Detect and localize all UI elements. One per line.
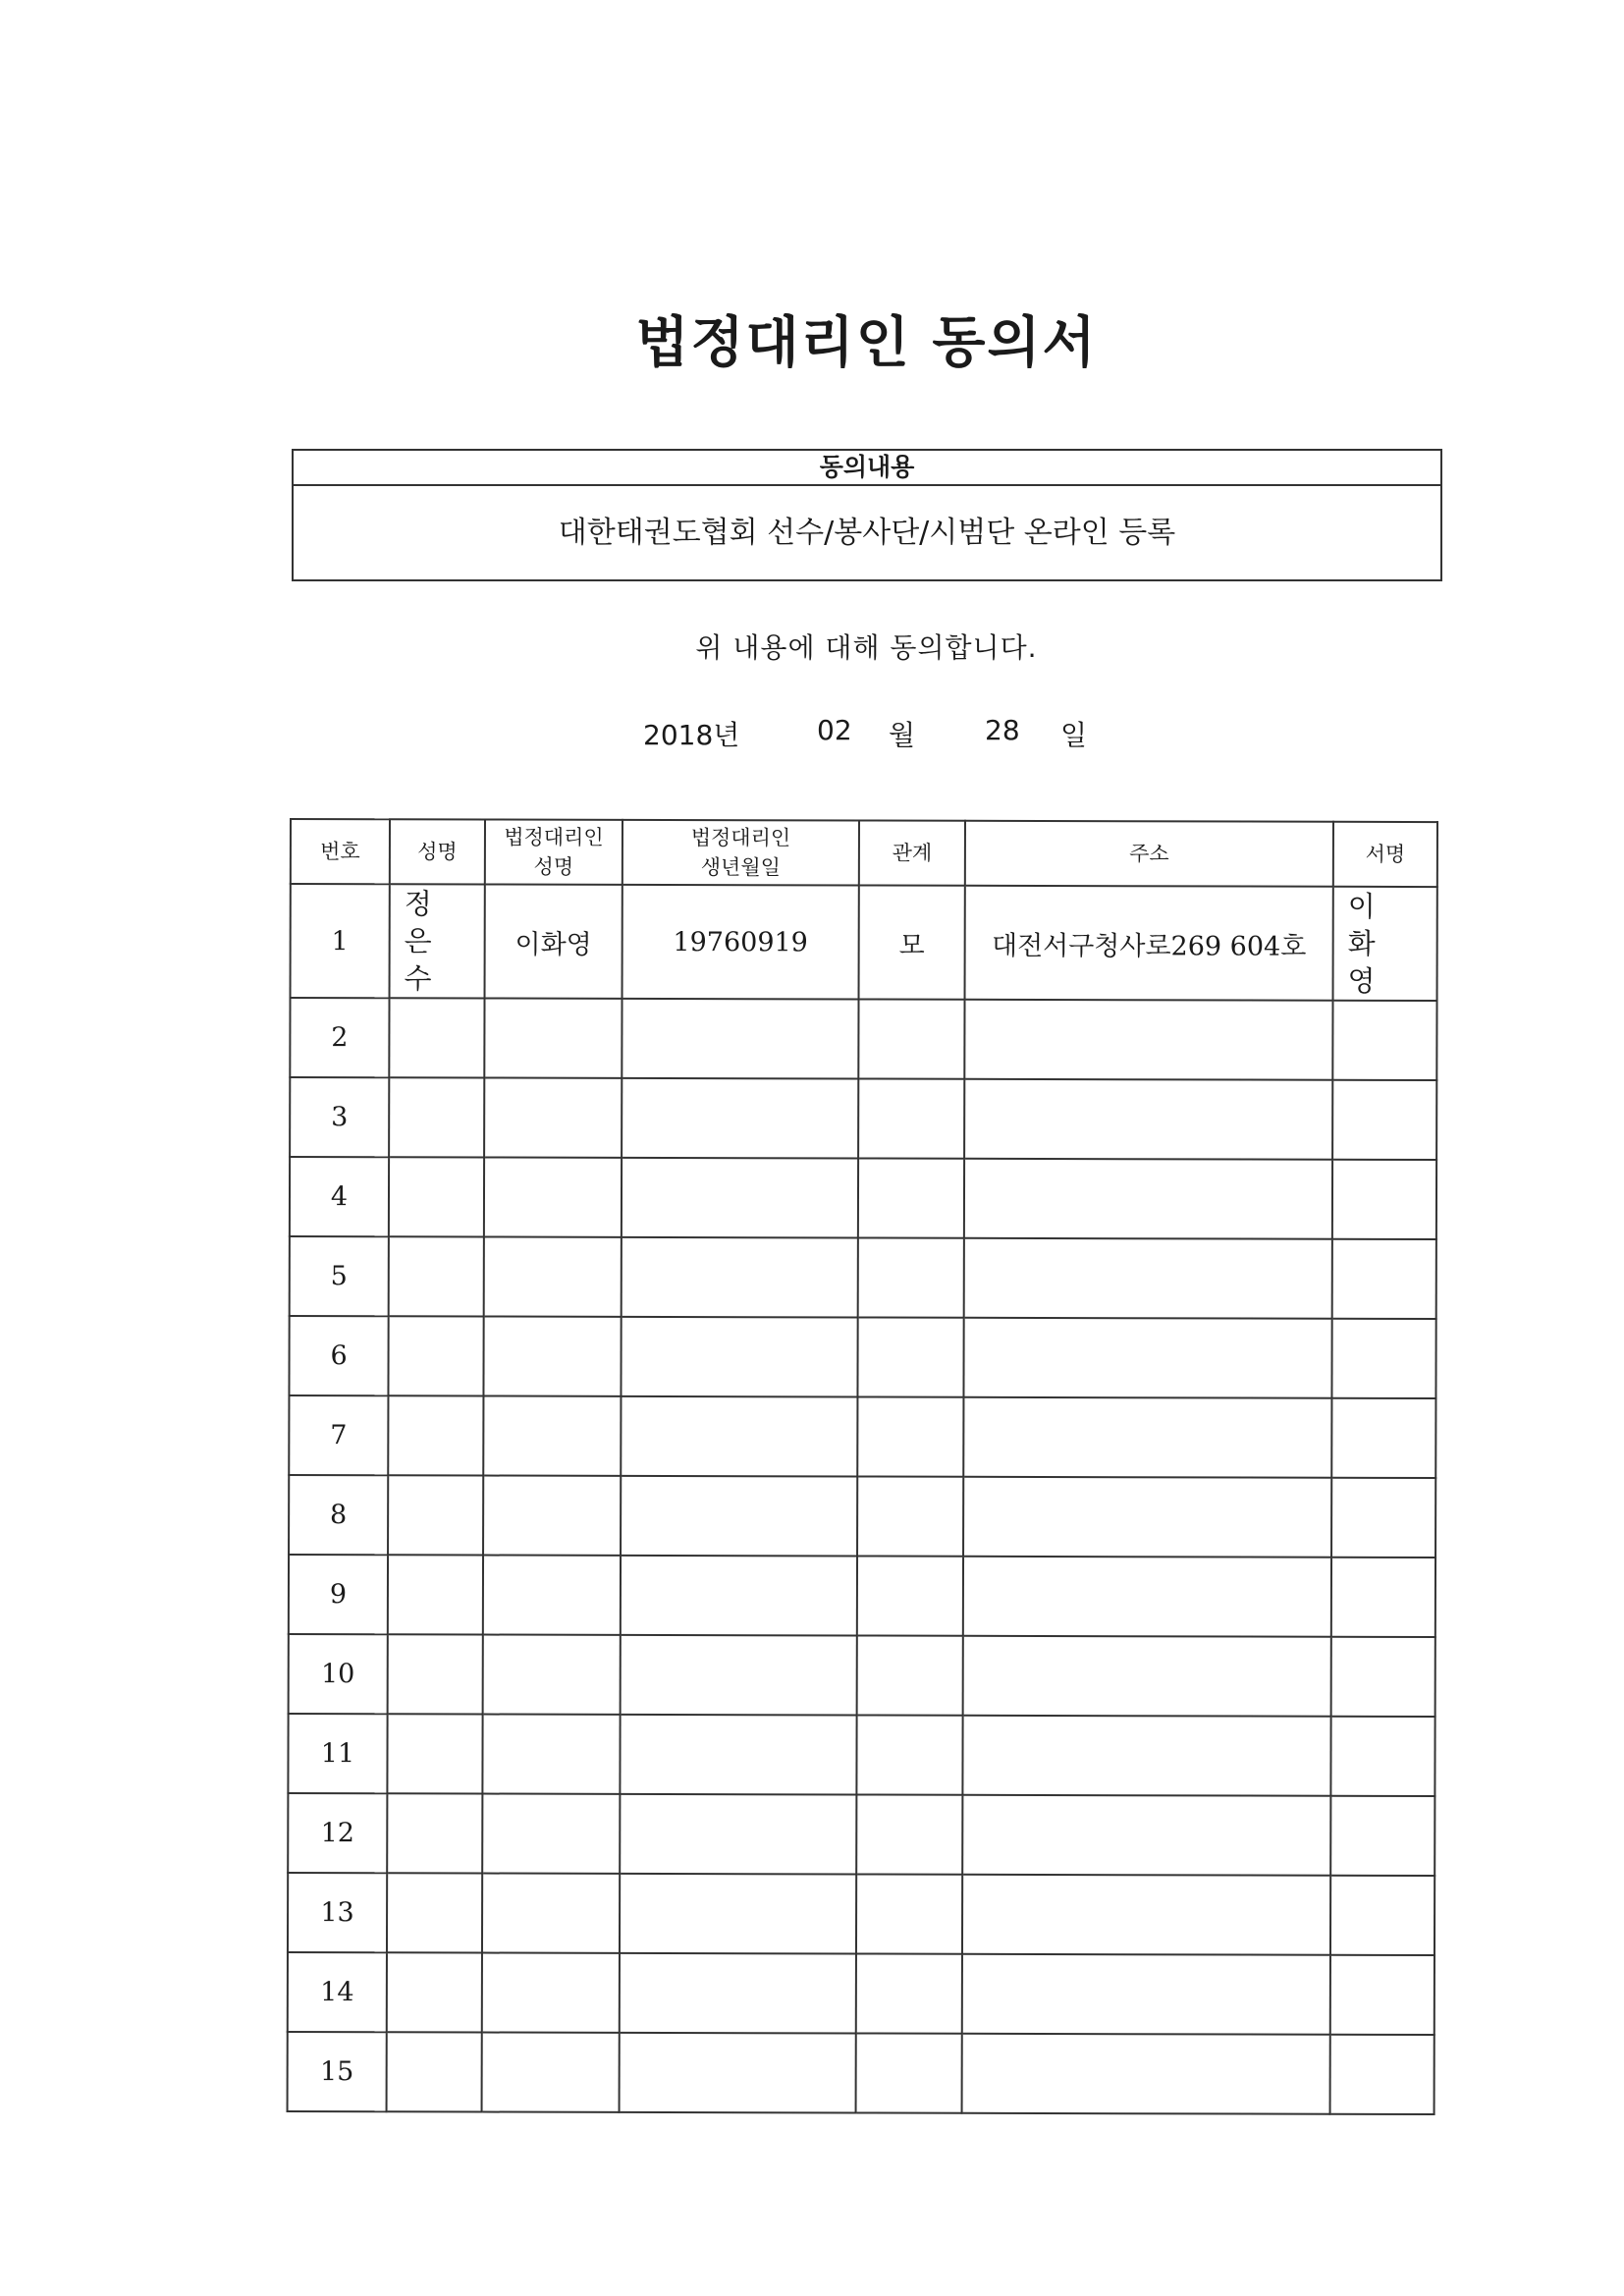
header-guardian-name-line2: 성명 bbox=[533, 854, 574, 879]
cell-address bbox=[963, 1557, 1331, 1637]
cell-relation bbox=[857, 1557, 963, 1636]
cell-guardian-name bbox=[482, 1874, 620, 1953]
cell-guardian-name bbox=[483, 1396, 621, 1476]
cell-name-line2: 수 bbox=[404, 961, 446, 996]
cell-address bbox=[962, 1716, 1330, 1796]
cell-guardian-birth bbox=[621, 1635, 857, 1716]
cell-signature bbox=[1330, 1955, 1435, 2035]
cell-guardian-name bbox=[483, 1476, 621, 1556]
cell-relation bbox=[857, 1318, 963, 1397]
date-day-unit: 일 bbox=[1060, 719, 1088, 751]
cell-name bbox=[388, 1475, 483, 1555]
table-row bbox=[291, 884, 1437, 1001]
cell-name bbox=[388, 1395, 483, 1475]
cell-no: 4 bbox=[290, 1157, 389, 1236]
header-address: 주소 bbox=[965, 821, 1333, 887]
header-no: 번호 bbox=[291, 819, 390, 884]
cell-relation bbox=[858, 1000, 964, 1079]
cell-guardian-name bbox=[482, 1794, 620, 1874]
cell-name bbox=[389, 1236, 484, 1316]
cell-signature bbox=[1331, 1398, 1435, 1478]
cell-guardian-birth bbox=[621, 1556, 857, 1636]
header-relation: 관계 bbox=[859, 821, 965, 886]
cell-guardian-birth bbox=[620, 1794, 856, 1875]
cell-guardian-birth bbox=[622, 999, 858, 1079]
cell-name bbox=[388, 1634, 483, 1714]
cell-guardian-birth bbox=[620, 1715, 856, 1795]
header-guardian-name bbox=[485, 820, 623, 885]
cell-address bbox=[962, 2034, 1330, 2114]
cell-name bbox=[389, 998, 484, 1077]
table-row bbox=[290, 1077, 1436, 1160]
cell-signature bbox=[1333, 887, 1437, 1001]
cell-address bbox=[964, 1238, 1332, 1319]
cell-address bbox=[963, 1477, 1331, 1558]
cell-address bbox=[963, 1636, 1331, 1717]
table-header-row bbox=[291, 819, 1437, 887]
cell-guardian-birth bbox=[621, 1476, 857, 1557]
cell-guardian-birth: 19760919 bbox=[623, 885, 859, 1000]
table-row bbox=[288, 1714, 1435, 1796]
header-guardian-name-line1: 법정대리인 bbox=[504, 825, 604, 849]
cell-guardian-name bbox=[482, 2033, 620, 2112]
cell-no: 3 bbox=[290, 1077, 389, 1157]
cell-address: 대전서구청사로269 604호 bbox=[965, 886, 1333, 1001]
cell-no: 10 bbox=[289, 1634, 388, 1714]
table-row bbox=[289, 1316, 1435, 1398]
cell-name bbox=[387, 1952, 482, 2032]
cell-relation bbox=[858, 1079, 964, 1159]
table-row bbox=[289, 1475, 1435, 1558]
cell-no: 6 bbox=[289, 1316, 388, 1395]
cell-name bbox=[390, 884, 485, 998]
cell-guardian-name bbox=[484, 1158, 622, 1237]
date-day: 28 bbox=[985, 714, 1020, 746]
table-row bbox=[289, 1395, 1435, 1478]
cell-signature bbox=[1330, 1796, 1435, 1876]
cell-name bbox=[387, 1714, 482, 1793]
cell-signature bbox=[1332, 1080, 1436, 1160]
cell-guardian-name bbox=[482, 1715, 620, 1794]
cell-signature bbox=[1330, 2035, 1435, 2114]
cell-no: 12 bbox=[288, 1793, 387, 1873]
table-row bbox=[290, 1157, 1436, 1239]
cell-signature bbox=[1332, 1001, 1436, 1080]
table-row bbox=[288, 2032, 1435, 2114]
cell-signature-line1: 이 화 bbox=[1347, 889, 1389, 960]
cell-relation bbox=[857, 1397, 963, 1477]
cell-signature bbox=[1330, 1876, 1435, 1955]
cell-relation bbox=[856, 1954, 962, 2034]
cell-no: 8 bbox=[289, 1475, 388, 1555]
cell-no: 13 bbox=[288, 1873, 387, 1952]
cell-signature bbox=[1330, 1717, 1435, 1796]
table-row bbox=[289, 1634, 1435, 1717]
cell-relation bbox=[856, 1716, 962, 1795]
cell-address bbox=[964, 1079, 1332, 1160]
cell-guardian-name bbox=[484, 1078, 622, 1158]
cell-address bbox=[963, 1397, 1331, 1478]
cell-no: 2 bbox=[290, 998, 389, 1077]
cell-signature bbox=[1332, 1239, 1436, 1319]
cell-name bbox=[388, 1316, 483, 1395]
cell-relation bbox=[858, 1159, 964, 1238]
cell-relation: 모 bbox=[859, 886, 965, 1000]
cell-name bbox=[387, 2032, 482, 2111]
table-row bbox=[290, 1236, 1436, 1319]
cell-signature bbox=[1331, 1478, 1435, 1558]
cell-guardian-name bbox=[483, 1556, 621, 1635]
cell-relation bbox=[857, 1477, 963, 1557]
cell-guardian-name bbox=[484, 999, 622, 1078]
cell-no: 11 bbox=[288, 1714, 387, 1793]
cell-address bbox=[963, 1318, 1331, 1398]
cell-signature bbox=[1331, 1558, 1435, 1637]
date-month: 02 bbox=[817, 714, 852, 746]
cell-name bbox=[389, 1157, 484, 1236]
table-row bbox=[288, 1952, 1435, 2035]
header-guardian-birth bbox=[623, 820, 859, 886]
agreement-statement: 위 내용에 대해 동의합니다. bbox=[695, 631, 1038, 664]
date-year: 2018년 bbox=[643, 719, 740, 751]
cell-name bbox=[389, 1077, 484, 1157]
cell-signature bbox=[1331, 1319, 1435, 1398]
cell-guardian-birth bbox=[620, 2033, 856, 2113]
cell-guardian-birth bbox=[620, 1953, 856, 2034]
cell-guardian-name bbox=[483, 1317, 621, 1396]
cell-guardian-name bbox=[484, 1237, 622, 1317]
cell-address bbox=[962, 1795, 1330, 1876]
cell-name bbox=[387, 1793, 482, 1873]
cell-guardian-birth bbox=[621, 1317, 857, 1397]
table-row bbox=[288, 1793, 1435, 1876]
cell-relation bbox=[856, 1795, 962, 1875]
cell-guardian-birth bbox=[622, 1078, 858, 1159]
cell-address bbox=[964, 1159, 1332, 1239]
cell-guardian-birth bbox=[621, 1396, 857, 1477]
table-row bbox=[290, 998, 1436, 1080]
cell-address bbox=[962, 1875, 1330, 1955]
cell-relation bbox=[857, 1636, 963, 1716]
cell-relation bbox=[856, 2034, 962, 2113]
cell-no: 5 bbox=[290, 1236, 389, 1316]
cell-address bbox=[962, 1954, 1330, 2035]
header-name: 성명 bbox=[390, 819, 485, 884]
header-signature: 서명 bbox=[1333, 822, 1437, 887]
cell-guardian-name bbox=[482, 1953, 620, 2033]
table-row bbox=[288, 1873, 1435, 1955]
guardian-roster-table bbox=[287, 818, 1438, 2115]
consent-content: 대한태권도협회 선수/봉사단/시범단 온라인 등록 bbox=[558, 516, 1176, 550]
date-month-unit: 월 bbox=[889, 719, 916, 751]
cell-guardian-birth bbox=[622, 1237, 858, 1318]
cell-no: 1 bbox=[291, 884, 390, 998]
cell-no: 14 bbox=[288, 1952, 387, 2032]
cell-relation bbox=[856, 1875, 962, 1954]
cell-no: 7 bbox=[289, 1395, 388, 1475]
header-guardian-birth-line1: 법정대리인 bbox=[690, 826, 791, 850]
cell-signature-line2: 영 bbox=[1347, 963, 1389, 998]
cell-name bbox=[387, 1873, 482, 1952]
cell-address bbox=[964, 1000, 1332, 1080]
cell-no: 9 bbox=[289, 1555, 388, 1634]
cell-signature bbox=[1331, 1637, 1435, 1717]
cell-signature bbox=[1332, 1160, 1436, 1239]
cell-guardian-birth bbox=[622, 1158, 858, 1238]
cell-name bbox=[388, 1555, 483, 1634]
cell-guardian-birth bbox=[620, 1874, 856, 1954]
consent-box bbox=[292, 449, 1442, 581]
page-title: 법정대리인 동의서 bbox=[635, 311, 1098, 375]
cell-guardian-name: 이화영 bbox=[485, 885, 623, 999]
table-row bbox=[289, 1555, 1435, 1637]
consent-heading: 동의내용 bbox=[294, 451, 1440, 486]
cell-guardian-name bbox=[483, 1635, 621, 1715]
cell-name-line1: 정 은 bbox=[404, 887, 446, 958]
cell-relation bbox=[858, 1238, 964, 1318]
cell-no: 15 bbox=[288, 2032, 387, 2111]
header-guardian-birth-line2: 생년월일 bbox=[700, 855, 781, 880]
